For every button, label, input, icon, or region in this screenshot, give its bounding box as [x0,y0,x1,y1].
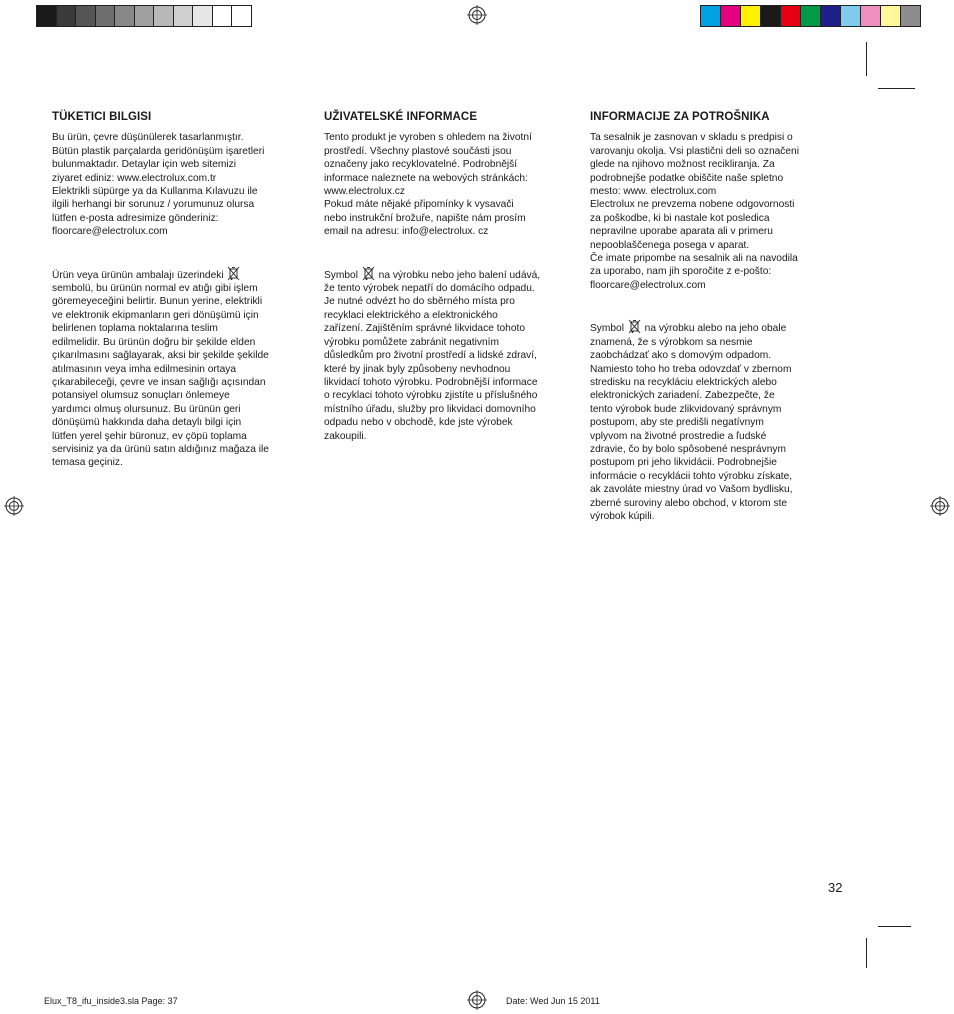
color-control-bar [700,5,921,27]
weee-disposal-text: Symbol na výrobku alebo na jeho obale znamená, že s výrobkom sa nesmie zaobchádzať ako s domovým odpadom. Namiesto toho ho treba odovzdať v zbernom stredisku na recykláciu elektrických alebo elektronických zariadení. Zabezpečte, že tento výrobok bude zlikvidovaný správnym postupom, aby ste predišli negatívnym vplyvom na životné prostredie a ľudské zdravie, čo by bolo spôsobené nesprávnym postupom pri jeho likvidácii. Podrobnejšie informácie o recyklácii tohto výrobku získate, ak zavoláte miestny úrad vo Vašom bydlisku, zberné suroviny alebo obchod, v ktorom ste výrobok kúpili. [590,319,840,523]
color-swatch [781,6,801,26]
weee-disposal-text: Ürün veya ürünün ambalajı üzerindeki sembolü, bu ürünün normal ev atığı gibi işlem göremeyeceğini belirtir. Bunun yerine, elektrikli ve elektronik ekipmanların geri dönüşümü için belirlenen toplama noktalarına teslim edilmelidir. Bu ürünün doğru bir şekilde elden çıkarılmasını sağlayarak, aksi bir şekilde şekilde atılmasının veya imha edilmesinin ortaya çıkarabileceği, çevre ve insan sağlığı açısından potansiyel olumsuz sonuçları önlemeye yardımcı olmuş olursunuz. Bu ürünün geri dönüşümü hakkında daha detaylı bilgi için lütfen yerel şehir büronuz, ev çöpü toplama servisiniz ya da ürünü satın aldığınız mağaza ile temasa geçiniz. [52,266,302,470]
turkish-consumer-info [52,111,302,470]
registration-mark-icon [467,5,487,25]
czech-user-info [324,111,574,443]
crop-mark [878,88,915,89]
color-swatch [115,6,135,26]
color-swatch [232,6,251,26]
crop-mark [866,938,867,968]
registration-mark-icon [930,496,950,516]
section-heading: UŽIVATELSKÉ INFORMACE [324,111,478,123]
section-heading: TÜKETICI BILGISI [52,111,152,123]
color-swatch [741,6,761,26]
section-intro-text: Bu ürün, çevre düşünülerek tasarlanmıştır. Bütün plastik parçalarda geridönüşüm işaretleri bulunmaktadır. Detaylar için web sitemizi ziyaret ediniz: www.electrolux.com.tr Elektrikli süpürge ya da Kullanma Kılavuzu ile ilgili herhangi bir sorunuz / yorumunuz olursa lütfen e-posta adresimize gönderiniz: floorcare@electrolux.com [52,132,265,238]
section-intro-text: Ta sesalnik je zasnovan v skladu s predpisi o varovanju okolja. Vsi plastični deli so označeni glede na njihovo možnost recikliranja. Za podrobnejše podatke obiščite naše spletno mesto: www. electrolux.com Electrolux ne prevzema nobene odgovornosti za poškodbe, ki bi nastale kot posledica nepravilne uporabe aparata ali v primeru nepooblaščenega posega v aparat. Če imate pripombe na sesalnik ali na navodila za uporabo, nam jih sporočite z e-pošto: floorcare@electrolux.com [590,132,799,291]
weee-disposal-text: Symbol na výrobku nebo jeho balení udává, že tento výrobek nepatří do domácího odpadu. Je nutné odvézt ho do sběrného místa pro recyklaci elektrického a elektronického zařízení. Zajištěním správné likvidace tohoto výrobku pomůžete zabránit negativním důsledkům pro životní prostředí a lidské zdraví, které by jinak byly způsobeny nevhodnou likvidací tohoto výrobku. Podrobnější informace o recyklaci tohoto výrobku zjistíte u příslušného místního úřadu, služby pro likvidaci domovního odpadu nebo v obchodě, kde jste výrobek zakoupili. [324,266,574,443]
crop-mark [866,42,867,76]
color-swatch [193,6,213,26]
slug-date: Date: Wed Jun 15 2011 [506,996,600,1006]
color-swatch [37,6,57,26]
color-swatch [76,6,96,26]
color-swatch [901,6,920,26]
crossed-out-wheelie-bin-icon [628,319,641,334]
color-swatch [721,6,741,26]
slug-file-info: Elux_T8_ifu_inside3.sla Page: 37 [44,996,178,1006]
color-swatch [761,6,781,26]
crossed-out-wheelie-bin-icon [227,266,240,281]
slovenian-slovak-info [590,111,840,523]
crossed-out-wheelie-bin-icon [362,266,375,281]
color-swatch [154,6,174,26]
color-swatch [135,6,155,26]
registration-mark-icon [4,496,24,516]
color-swatch [174,6,194,26]
color-swatch [96,6,116,26]
color-swatch [821,6,841,26]
crop-mark [878,926,911,927]
color-swatch [861,6,881,26]
color-swatch [881,6,901,26]
section-intro-text: Tento produkt je vyroben s ohledem na životní prostředí. Všechny plastové součásti jsou označeny jako recyklovatelné. Podrobnější informace naleznete na webových stránkách: www.electrolux.cz Pokud máte nějaké připomínky k vysavači nebo instrukční brožuře, napište nám prosím email na adresu: info@electrolux. cz [324,132,532,238]
section-heading: INFORMACIJE ZA POTROŠNIKA [590,111,770,123]
color-swatch [701,6,721,26]
color-swatch [213,6,233,26]
color-swatch [57,6,77,26]
color-swatch [801,6,821,26]
color-swatch [841,6,861,26]
registration-mark-icon [467,990,487,1010]
gray-scale-bar [36,5,252,27]
page-number: 32 [828,880,843,895]
